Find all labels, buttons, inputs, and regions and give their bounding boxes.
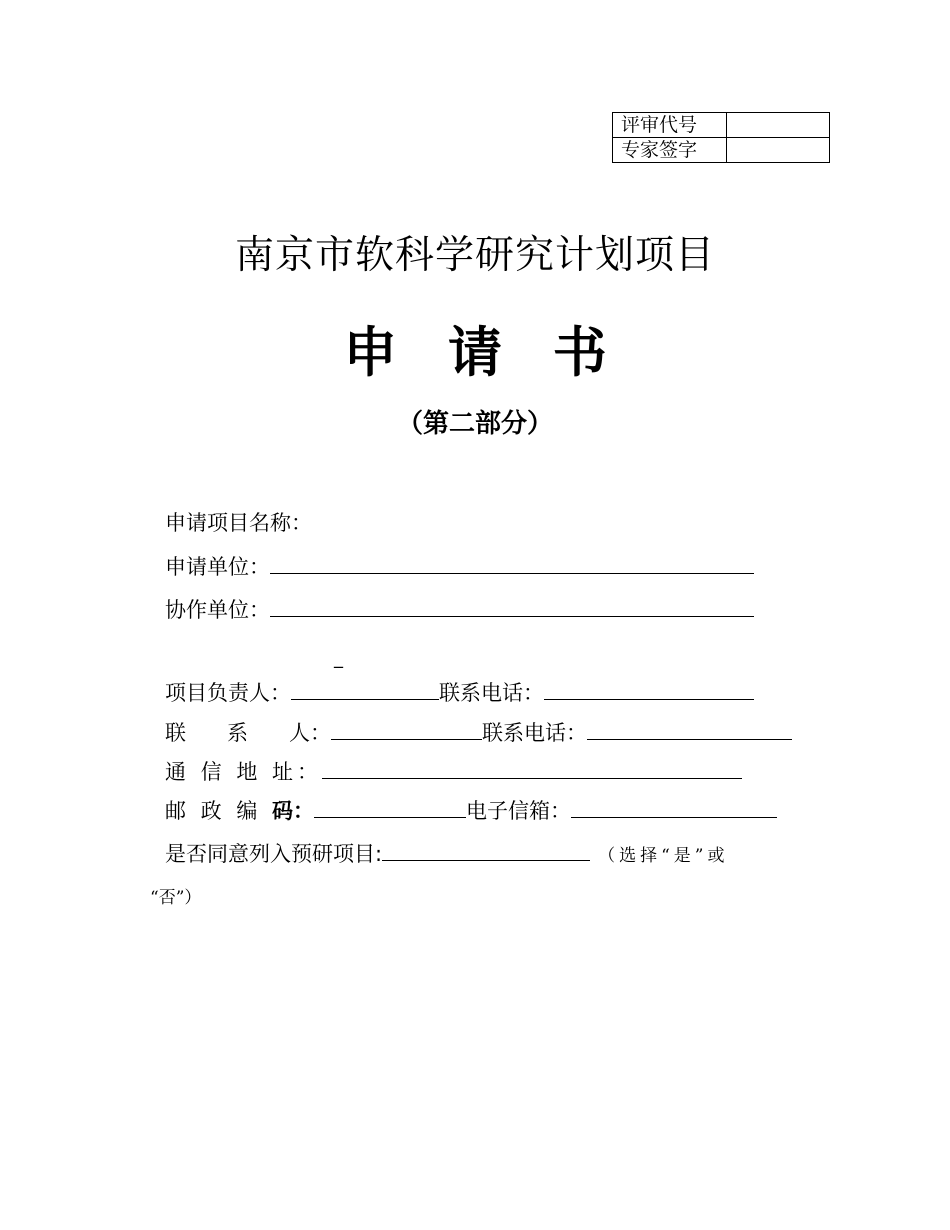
contact-label-c: 人： xyxy=(289,721,331,745)
document-part: （第二部分） xyxy=(396,409,553,439)
review-sign-label: 专家签字 xyxy=(613,138,727,163)
review-code-label: 评审代号 xyxy=(613,113,727,138)
partner-unit-label: 协作单位： xyxy=(165,598,270,622)
partner-unit-field xyxy=(165,594,754,625)
contact-field xyxy=(165,717,792,748)
address-field xyxy=(165,756,742,787)
partner-unit-input[interactable] xyxy=(270,594,754,617)
applicant-unit-field xyxy=(165,551,754,582)
leader-field xyxy=(165,677,754,708)
preresearch-note-line2: “否”） xyxy=(150,888,202,908)
review-code-row xyxy=(613,113,830,138)
contact-label-a: 联 xyxy=(165,721,186,745)
contact-phone-input[interactable] xyxy=(587,717,792,740)
applicant-unit-input[interactable] xyxy=(270,551,754,574)
address-input[interactable] xyxy=(322,756,742,779)
address-label: 通 信 地 址： xyxy=(165,760,323,784)
postcode-field xyxy=(165,795,777,826)
leader-phone-label: 联系电话： xyxy=(439,681,544,705)
contact-label-b: 系 xyxy=(227,721,248,745)
review-sign-value[interactable] xyxy=(727,138,830,163)
email-input[interactable] xyxy=(571,795,777,818)
document-title: 南京市软科学研究计划项目 xyxy=(234,233,715,278)
postcode-label-a: 邮 政 编 xyxy=(165,799,273,823)
postcode-input[interactable] xyxy=(314,795,466,818)
contact-phone-label: 联系电话： xyxy=(482,721,587,745)
project-name-field xyxy=(165,508,312,538)
preresearch-input[interactable] xyxy=(382,838,590,861)
review-sign-row xyxy=(613,138,830,163)
document-subtitle: 申 请 书 xyxy=(343,320,623,384)
stray-mark: _ xyxy=(334,648,343,669)
review-box xyxy=(612,112,830,163)
preresearch-note-line1: （选择“是”或 xyxy=(598,846,729,866)
leader-label: 项目负责人： xyxy=(165,681,291,705)
postcode-label-b: 码： xyxy=(272,799,315,823)
leader-phone-input[interactable] xyxy=(544,677,754,700)
review-code-value[interactable] xyxy=(727,113,830,138)
contact-input[interactable] xyxy=(331,717,482,740)
preresearch-label: 是否同意列入预研项目: xyxy=(165,842,383,866)
email-label: 电子信箱： xyxy=(466,799,572,823)
preresearch-field xyxy=(165,838,728,871)
applicant-unit-label: 申请单位： xyxy=(165,555,270,579)
project-name-label: 申请项目名称： xyxy=(165,511,312,535)
leader-input[interactable] xyxy=(291,677,439,700)
